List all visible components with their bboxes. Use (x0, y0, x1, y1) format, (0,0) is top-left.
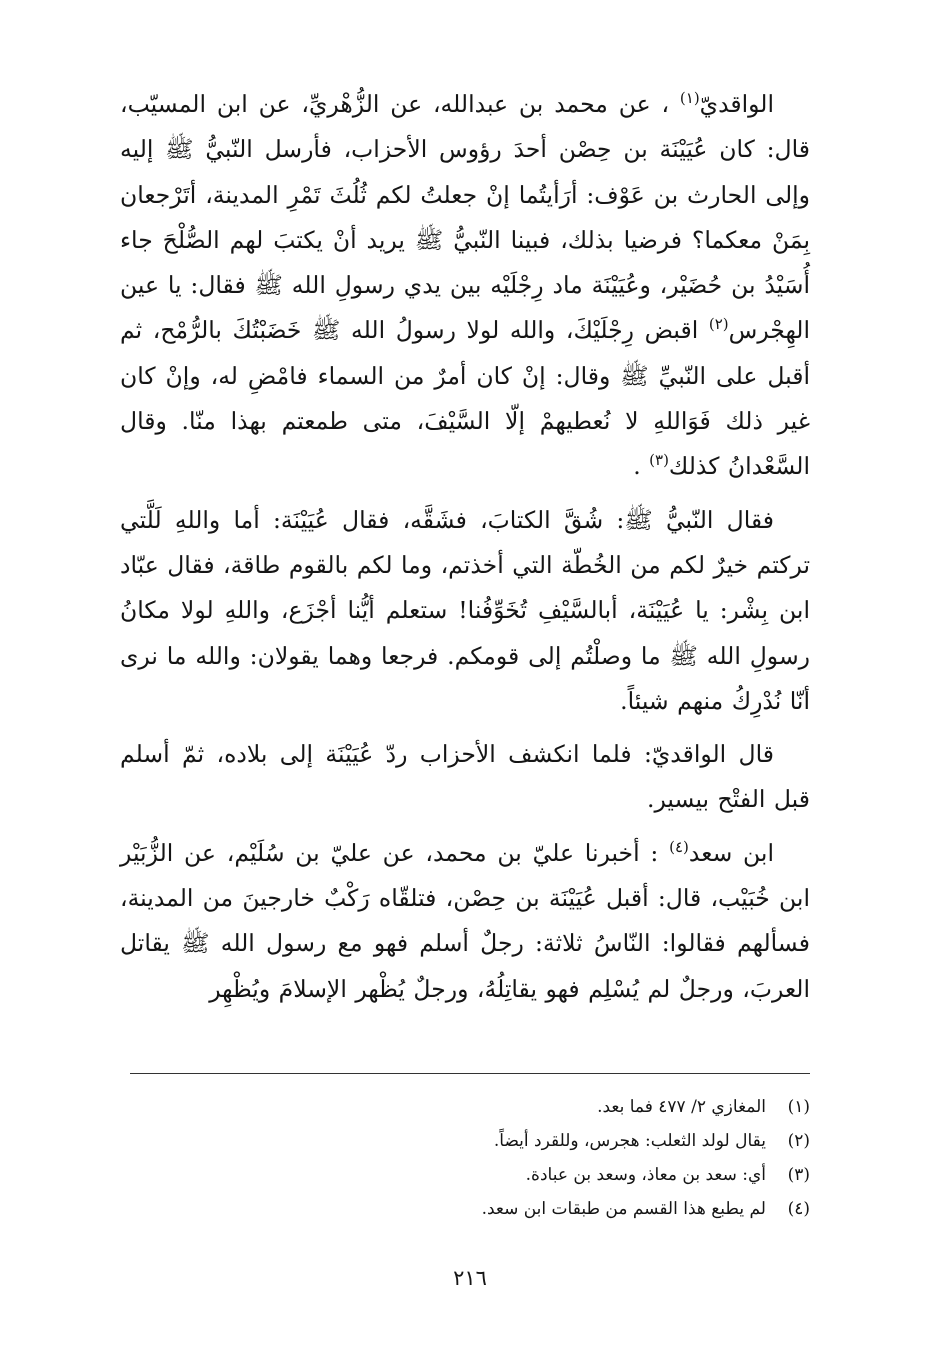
page-number: ٢١٦ (453, 1266, 487, 1290)
footnote-4 (130, 1192, 810, 1226)
paragraph-1-text-d: . (633, 452, 650, 481)
paragraph-2 (120, 498, 810, 724)
paragraph-2-text: فقال النّبيُّ ﷺ: شُقَّ الكتابَ، فشَقَّه، فقال عُيَيْنَة: أما واللهِ لَلَّتي تركتم خيرٌ لكم من الخُطّة التي أخذتم، وما لكم بالقوم طاقة، فقال عبّاد ابن بِشْر: يا عُيَيْنَة، أبالسَّيْفِ تُخَوِّفُنا! ستعلم أيُّنا أجْزَع، واللهِ لولا مكانُ رسولِ الله ﷺ ما وصلْتُم إلى قومكم. فرجعا وهما يقولان: والله ما نرى أنّا نُدْرِكُ منهم شيئاً. (120, 505, 810, 715)
footnote-ref-2[interactable]: (٢) (708, 315, 729, 334)
main-text (120, 82, 810, 1012)
footnote-ref-1[interactable]: (١) (679, 89, 700, 108)
paragraph-3 (120, 732, 810, 823)
paragraph-4 (120, 831, 810, 1012)
paragraph-1-text-c: اقبض رِجْلَيْكَ، والله لولا رسولُ الله ﷺ خَضَبْتُكَ بالرُّمْح، ثم أقبل على النّبيِّ ﷺ وقال: إنْ كان أمرٌ من السماء فامْضِ له، وإنْ كان غير ذلك فَوَاللهِ لا نُعطيهمْ إلّا السَّيْفَ، متى طمعتم بهذا منّا. وقال السَّعْدانُ كذلك (120, 316, 810, 481)
paragraph-4-text-b: : أخبرنا عليّ بن محمد، عن عليّ بن سُلَيْم، عن الزُّبَيْر ابن خُبَيْب، قال: أقبل عُيَيْنَة بن حِصْن، فتلقّاه رَكْبٌ خارجينَ من المدينة، فسألهم فقالوا: النّاسُ ثلاثة: رجلٌ أسلم فهو مع رسول الله ﷺ يقاتل العربَ، ورجلٌ لم يُسْلِم فهو يقاتِلُهُ، ورجلٌ يُظْهر الإسلامَ ويُظْهِر (120, 838, 810, 1003)
footnote-text: أي: سعد بن معاذ، وسعد بن عبادة. (525, 1165, 766, 1185)
footnote-ref-3[interactable]: (٣) (649, 451, 669, 470)
paragraph-4-text-a: ابن سعد (688, 838, 774, 867)
footnote-text: المغازي ٢/ ٤٧٧ فما بعد. (597, 1097, 766, 1117)
paragraph-1-text-b: ، عن محمد بن عبدالله، عن الزُّهْريِّ، عن ابن المسيّب، قال: كان عُيَيْنَة بن حِصْن أحدَ رؤوس الأحزاب، فأرسل النّبيُّ ﷺ إليه وإلى الحارث بن عَوْف: أرَأيتُما إنْ جعلتُ لكم ثُلُثَ تَمْرِ المدينة، أتَرْجعان بِمَنْ معكما؟ فرضيا بذلك، فبينا النّبيُّ ﷺ يريد أنْ يكتبَ لهم الصُّلْحَ جاء أُسَيْدُ بن حُضَيْر، وعُيَيْنَة ماد رِجْلَيْه بين يدي رسولِ الله ﷺ فقال: يا عين الهِجْرس (120, 90, 810, 345)
footnote-text: لم يطبع هذا القسم من طبقات ابن سعد. (481, 1199, 766, 1219)
footnote-3 (130, 1158, 810, 1192)
paragraph-1 (120, 82, 810, 490)
paragraph-1-text-a: الواقديّ (699, 90, 774, 118)
footnote-number: (١) (787, 1097, 810, 1117)
footnote-ref-4[interactable]: (٤) (669, 837, 689, 856)
footnote-1 (130, 1090, 810, 1124)
footnote-number: (٢) (787, 1131, 810, 1151)
footnote-number: (٣) (787, 1165, 810, 1185)
paragraph-3-text: قال الواقديّ: فلما انكشف الأحزاب ردّ عُيَيْنَة إلى بلاده، ثمّ أسلم قبل الفتْح بيسير. (120, 740, 810, 814)
footnote-text: يقال لولد الثعلب: هجرس، وللقرد أيضاً. (493, 1131, 766, 1151)
footnote-2 (130, 1124, 810, 1158)
footnotes-list (130, 1090, 810, 1226)
footnote-separator (130, 1073, 810, 1074)
footnote-number: (٤) (787, 1199, 810, 1219)
